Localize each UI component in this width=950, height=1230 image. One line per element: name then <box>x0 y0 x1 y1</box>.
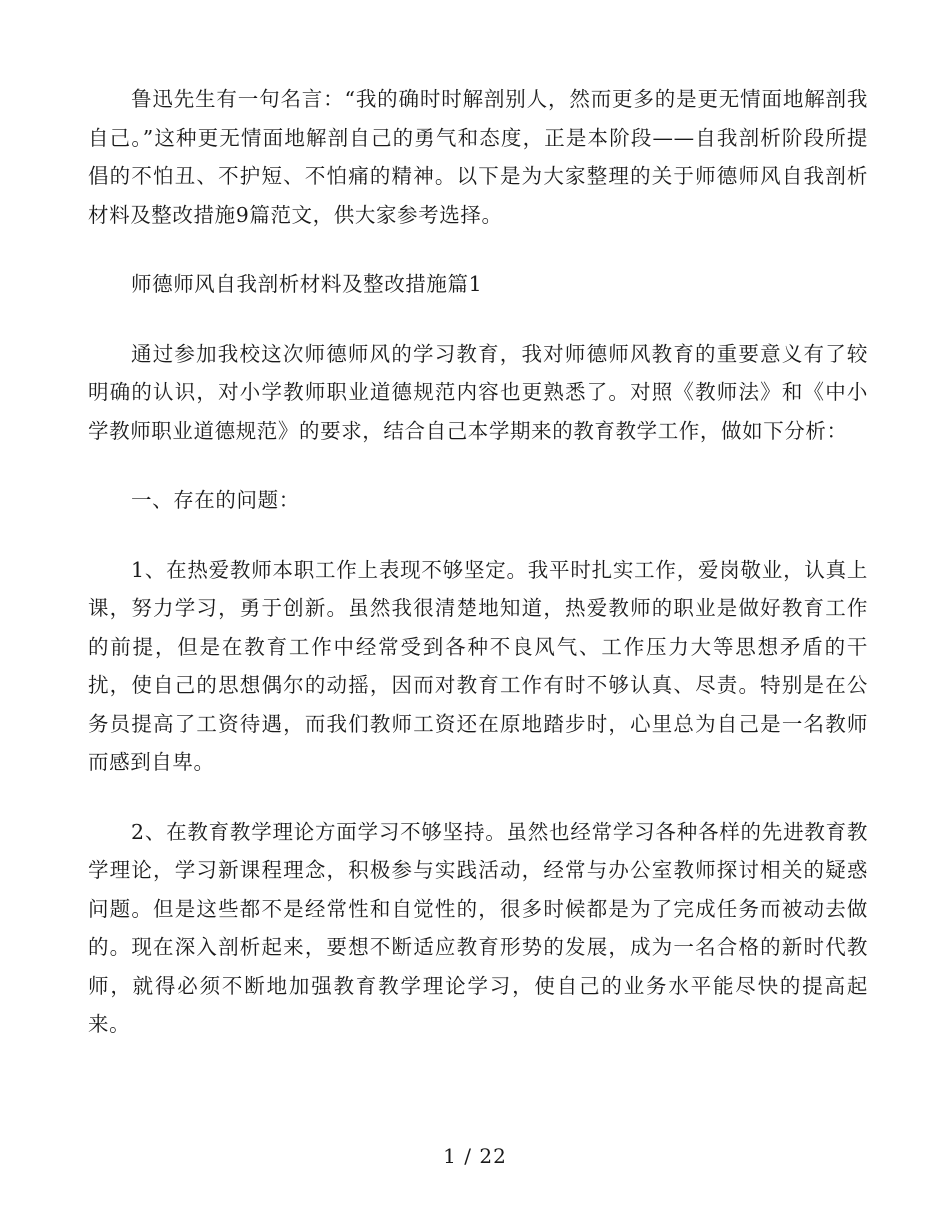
intro-paragraph: 鲁迅先生有一句名言：“我的确时时解剖别人，然而更多的是更无情面地解剖我自己。”这种更无情面地解剖自己的勇气和态度，正是本阶段——自我剖析阶段所提倡的不怕丑、不护短、不怕痛的精神。以下是为大家整理的关于师德师风自我剖析材料及整改措施9篇范文，供大家参考选择。 <box>88 87 868 227</box>
problem-item-1: 1、在热爱教师本职工作上表现不够坚定。我平时扎实工作，爱岗敬业，认真上课，努力学习，勇于创新。虽然我很清楚地知道，热爱教师的职业是做好教育工作的前提，但是在教育工作中经常受到各种不良风气、工作压力大等思想矛盾的干扰，使自己的思想偶尔的动摇，因而对教育工作有时不够认真、尽责。特别是在公务员提高了工资待遇，而我们教师工资还在原地踏步时，心里总为自己是一名教师而感到自卑。 <box>88 557 868 774</box>
body-paragraph-1: 通过参加我校这次师德师风的学习教育，我对师德师风教育的重要意义有了较明确的认识，对小学教师职业道德规范内容也更熟悉了。对照《教师法》和《中小学教师职业道德规范》的要求，结合自己本学期来的教育教学工作，做如下分析： <box>88 341 868 443</box>
document-body <box>88 80 868 1044</box>
page-number: 1 / 22 <box>443 1144 507 1168</box>
section-title: 师德师风自我剖析材料及整改措施篇1 <box>131 272 483 296</box>
problem-item-2: 2、在教育教学理论方面学习不够坚持。虽然也经常学习各种各样的先进教育教学理论，学习新课程理念，积极参与实践活动，经常与办公室教师探讨相关的疑惑问题。但是这些都不是经常性和自觉性的，很多时候都是为了完成任务而被动去做的。现在深入剖析起来，要想不断适应教育形势的发展，成为一名合格的新时代教师，就得必须不断地加强教育教学理论学习，使自己的业务水平能尽快的提高起来。 <box>88 819 868 1036</box>
problems-heading: 一、存在的问题： <box>131 488 300 512</box>
